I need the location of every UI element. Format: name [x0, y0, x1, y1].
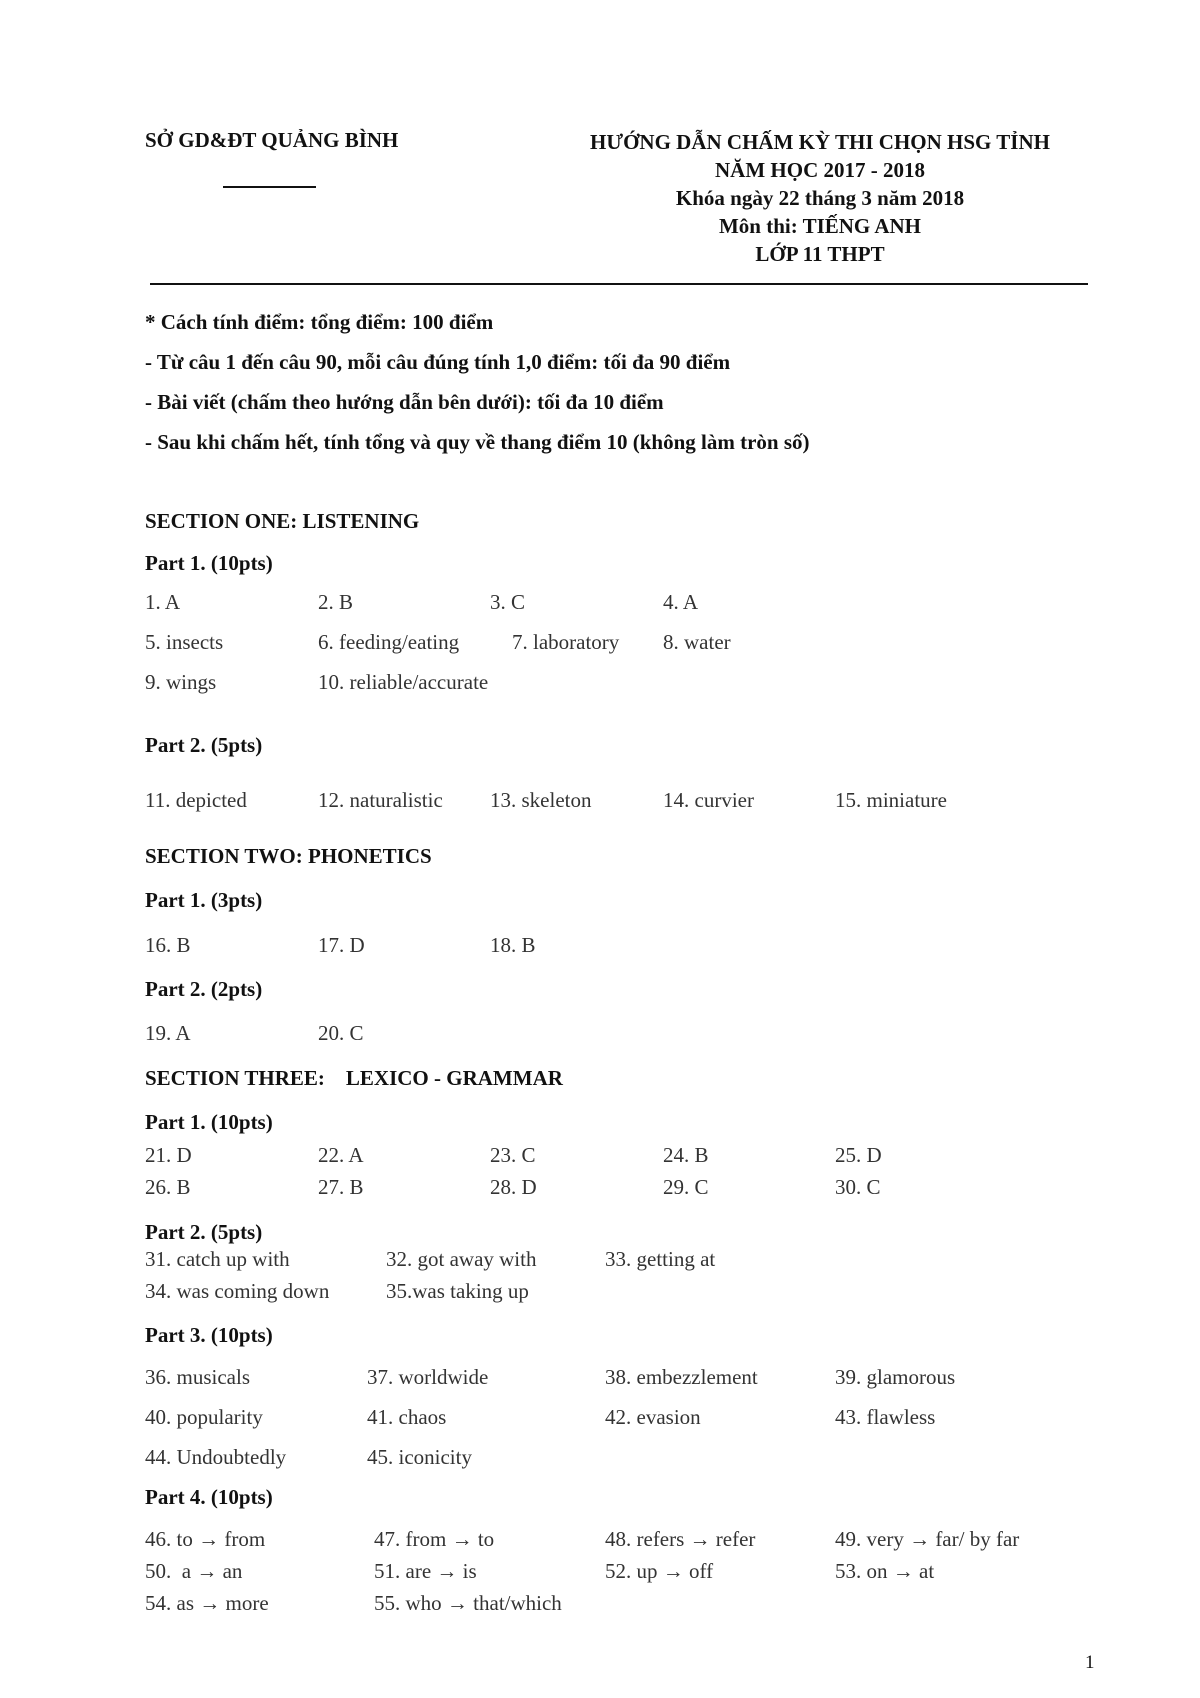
department-name: SỞ GD&ĐT QUẢNG BÌNH [145, 128, 399, 152]
section-three-title: SECTION THREE: LEXICO - GRAMMAR [145, 1066, 563, 1090]
answer-7: 7. laboratory [512, 630, 620, 654]
answer-8: 8. water [663, 630, 731, 654]
answer-31: 31. catch up with [145, 1247, 290, 1271]
answer-3: 3. C [490, 590, 526, 614]
answer-51: 51. are → is [374, 1559, 477, 1583]
answer-44: 44. Undoubtedly [145, 1445, 287, 1469]
answer-28: 28. D [490, 1175, 537, 1199]
answer-35: 35.was taking up [386, 1279, 529, 1303]
answer-6: 6. feeding/eating [318, 630, 460, 654]
answer-20: 20. C [318, 1021, 364, 1045]
s3-part2-title: Part 2. (5pts) [145, 1220, 263, 1244]
answer-12: 12. naturalistic [318, 788, 443, 812]
answer-40: 40. popularity [145, 1405, 263, 1429]
answer-33: 33. getting at [605, 1247, 716, 1271]
answer-54: 54. as → more [145, 1591, 269, 1615]
answer-45: 45. iconicity [367, 1445, 472, 1469]
answer-22: 22. A [318, 1143, 364, 1167]
answer-14: 14. curvier [663, 788, 754, 812]
answer-49: 49. very → far/ by far [835, 1527, 1020, 1551]
answer-9: 9. wings [145, 670, 217, 694]
answer-55: 55. who → that/which [374, 1591, 562, 1615]
answer-32: 32. got away with [386, 1247, 537, 1271]
answer-50: 50. a → an [145, 1559, 243, 1583]
answer-17: 17. D [318, 933, 365, 957]
s3-part3-title: Part 3. (10pts) [145, 1323, 273, 1347]
answer-15: 15. miniature [835, 788, 947, 812]
s1-part2-title: Part 2. (5pts) [145, 733, 263, 757]
title-line-1: HƯỚNG DẪN CHẤM KỲ THI CHỌN HSG TỈNH [590, 130, 1050, 154]
title-line-2: NĂM HỌC 2017 - 2018 [715, 158, 925, 182]
answer-29: 29. C [663, 1175, 709, 1199]
answer-37: 37. worldwide [367, 1365, 489, 1389]
s3-part4-title: Part 4. (10pts) [145, 1485, 273, 1509]
scoring-note-1: * Cách tính điểm: tổng điểm: 100 điểm [145, 310, 494, 334]
answer-39: 39. glamorous [835, 1365, 956, 1389]
answer-48: 48. refers → refer [605, 1527, 756, 1551]
s3-part1-title: Part 1. (10pts) [145, 1110, 273, 1134]
answer-5: 5. insects [145, 630, 224, 654]
answer-47: 47. from → to [374, 1527, 495, 1551]
answer-34: 34. was coming down [145, 1279, 330, 1303]
title-line-3: Khóa ngày 22 tháng 3 năm 2018 [675, 186, 965, 210]
page-number: 1 [1085, 1652, 1095, 1673]
scoring-note-2: - Từ câu 1 đến câu 90, mỗi câu đúng tính 1,0 điểm: tối đa 90 điểm [145, 350, 731, 374]
answer-23: 23. C [490, 1143, 536, 1167]
section-two-title: SECTION TWO: PHONETICS [145, 844, 432, 868]
title-line-4: Môn thi: TIẾNG ANH [718, 214, 922, 238]
answer-36: 36. musicals [145, 1365, 250, 1389]
answer-42: 42. evasion [605, 1405, 701, 1429]
answer-11: 11. depicted [145, 788, 247, 812]
answer-26: 26. B [145, 1175, 191, 1199]
title-line-5: LỚP 11 THPT [755, 242, 885, 266]
answer-53: 53. on → at [835, 1559, 935, 1583]
answer-46: 46. to → from [145, 1527, 266, 1551]
answer-4: 4. A [663, 590, 699, 614]
answer-21: 21. D [145, 1143, 192, 1167]
scoring-note-3: - Bài viết (chấm theo hướng dẫn bên dưới): tối đa 10 điểm [145, 390, 664, 414]
answer-52: 52. up → off [605, 1559, 714, 1583]
answer-30: 30. C [835, 1175, 881, 1199]
header-divider [150, 283, 1088, 285]
s2-part2-title: Part 2. (2pts) [145, 977, 263, 1001]
answer-38: 38. embezzlement [605, 1365, 758, 1389]
department-underline [223, 186, 316, 188]
answer-27: 27. B [318, 1175, 364, 1199]
answer-18: 18. B [490, 933, 536, 957]
answer-19: 19. A [145, 1021, 191, 1045]
answer-13: 13. skeleton [490, 788, 592, 812]
answer-24: 24. B [663, 1143, 709, 1167]
answer-43: 43. flawless [835, 1405, 936, 1429]
document-title-block [560, 128, 1080, 268]
answer-41: 41. chaos [367, 1405, 447, 1429]
answer-16: 16. B [145, 933, 191, 957]
answer-1: 1. A [145, 590, 181, 614]
s2-part1-title: Part 1. (3pts) [145, 888, 263, 912]
answer-25: 25. D [835, 1143, 882, 1167]
section-one-title: SECTION ONE: LISTENING [145, 509, 420, 533]
answer-2: 2. B [318, 590, 354, 614]
s1-part1-title: Part 1. (10pts) [145, 551, 273, 575]
answer-10: 10. reliable/accurate [318, 670, 489, 694]
scoring-note-4: - Sau khi chấm hết, tính tổng và quy về thang điểm 10 (không làm tròn số) [145, 430, 810, 454]
